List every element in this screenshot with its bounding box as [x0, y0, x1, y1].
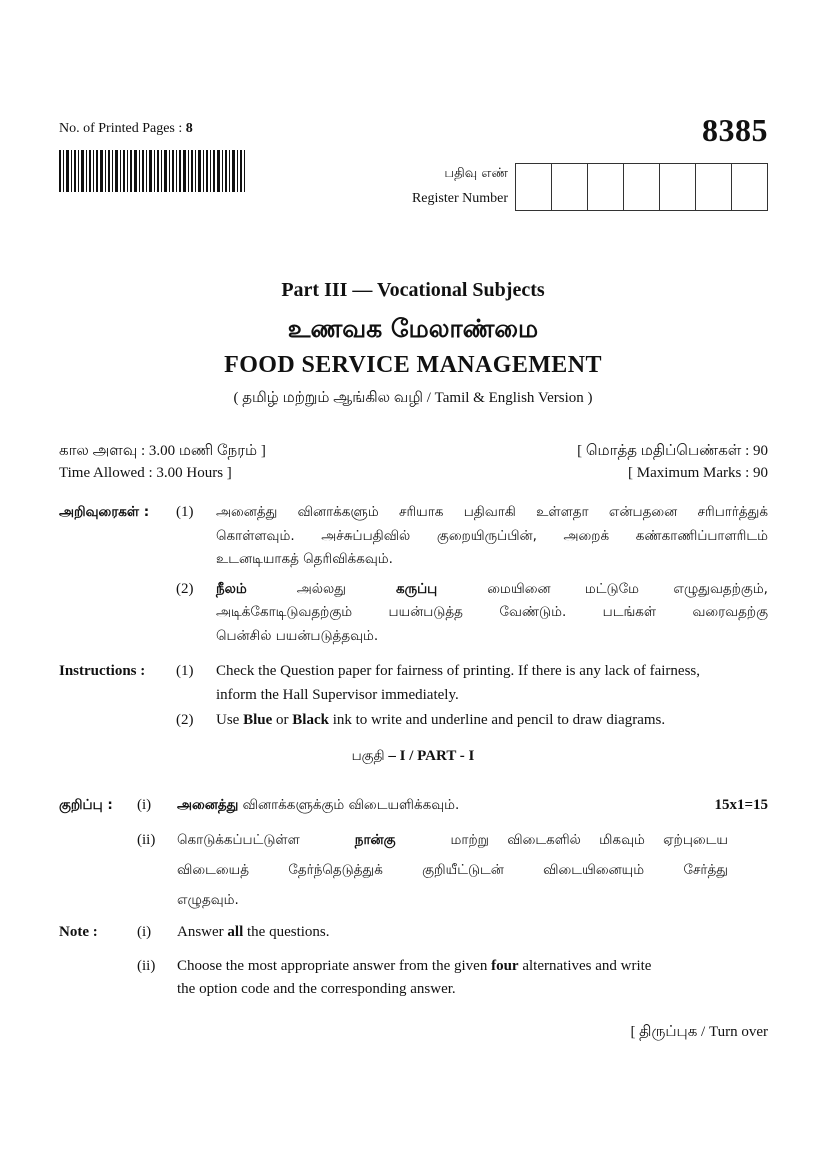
register-box[interactable] [588, 164, 624, 210]
four-word: four [491, 958, 519, 974]
note-line [177, 825, 728, 855]
instruction-word: மையினை மட்டுமே எழுதுவதற்கும், [487, 580, 768, 597]
note-word: the questions. [247, 924, 330, 940]
note-line: விடையைத் தேர்ந்தெடுத்துக் குறியீட்டுடன் விடையினையும் சேர்த்து [177, 862, 728, 878]
instruction-line: அடிக்கோடிடுவதற்கும் பயன்படுத்த வேண்டும். படங்கள் வரைவதற்கு [216, 604, 768, 620]
instructions-ta-label: அறிவுரைகள் : [59, 504, 150, 520]
version-line: ( தமிழ் மற்றும் ஆங்கில வழி / Tamil & English Version ) [233, 390, 593, 406]
note-line: எழுதவும். [177, 892, 239, 908]
instruction-line: inform the Hall Supervisor immediately. [216, 686, 459, 703]
subject-title-ta: உணவக மேலாண்மை [287, 314, 539, 343]
part-heading [0, 748, 826, 766]
printed-pages [59, 121, 193, 137]
paper-code: 8385 [702, 112, 768, 148]
register-box[interactable] [696, 164, 732, 210]
black-word: Black [292, 712, 329, 728]
marks-en: [ Maximum Marks : 90 [628, 465, 768, 481]
register-box[interactable] [516, 164, 552, 210]
register-labels [412, 161, 508, 211]
part-heading-en: – I / PART - I [388, 748, 475, 764]
instructions-en [59, 660, 768, 733]
subject-title-en: FOOD SERVICE MANAGEMENT [224, 352, 602, 378]
instruction-line: பென்சில் பயன்படுத்தவும். [216, 627, 379, 644]
note-line [177, 797, 768, 815]
register-box[interactable] [660, 164, 696, 210]
black-word: கருப்பு [395, 580, 438, 597]
note-word: மாற்று விடைகளில் மிகவும் ஏற்புடைய [450, 832, 728, 848]
register-box[interactable] [732, 164, 767, 210]
register-label-ta: பதிவு எண் [444, 166, 508, 181]
register-number-boxes[interactable] [515, 163, 768, 211]
note-ta [59, 797, 768, 915]
note-word: Choose the most appropriate answer from the given [177, 958, 488, 974]
item-number: (1) [176, 663, 194, 679]
register-box[interactable] [552, 164, 588, 210]
turn-over: [ திருப்புக / Turn over [630, 1024, 768, 1040]
time-marks-ta [59, 442, 768, 461]
part-title: Part III — Vocational Subjects [281, 279, 545, 301]
barcode [59, 150, 245, 192]
item-number: (ii) [137, 832, 156, 848]
blue-word: Blue [243, 712, 273, 728]
note-word: alternatives and write [522, 958, 652, 974]
instruction-line: கொள்ளவும். அச்சுப்பதிவில் குறையிருப்பின், அறைக் கண்காணிப்பாளரிடம் [216, 527, 768, 544]
register-box[interactable] [624, 164, 660, 210]
part-heading-ta: பகுதி [351, 748, 385, 764]
instructions-en-label: Instructions : [59, 663, 146, 679]
note-en-label: Note : [59, 924, 98, 940]
note-en [59, 924, 768, 1001]
note-ta-label: குறிப்பு : [59, 797, 113, 813]
note-line [177, 955, 768, 978]
time-ta: கால அளவு : 3.00 மணி நேரம் ] [59, 443, 266, 459]
note-word: கொடுக்கப்பட்டுள்ள [177, 832, 300, 848]
note-line: the option code and the corresponding answer. [177, 981, 456, 997]
note-line [177, 924, 768, 941]
instruction-line: Check the Question paper for fairness of printing. If there is any lack of fairness, [216, 663, 701, 679]
time-marks-en [59, 465, 768, 482]
time-en: Time Allowed : 3.00 Hours ] [59, 465, 232, 481]
printed-pages-label: No. of Printed Pages : [59, 121, 183, 136]
instructions-ta [59, 501, 768, 648]
all-word: all [227, 924, 244, 940]
instruction-line [216, 709, 768, 733]
item-number: (2) [176, 580, 194, 597]
note-word: Answer [177, 924, 224, 940]
blue-word: நீலம் [216, 580, 247, 597]
instruction-word: ink to write and underline and pencil to draw diagrams. [332, 712, 666, 728]
marks-allocation: 15x1=15 [714, 797, 768, 813]
instruction-line: அனைத்து வினாக்களும் சரியாக பதிவாகி உள்ளதா என்பதனை சரிபார்த்துக் [216, 504, 768, 520]
note-word: வினாக்களுக்கும் விடையளிக்கவும். [242, 797, 460, 813]
instruction-word: or [276, 712, 289, 728]
item-number: (1) [176, 504, 194, 520]
marks-ta: [ மொத்த மதிப்பெண்கள் : 90 [577, 443, 768, 459]
instruction-word: Use [216, 712, 240, 728]
item-number: (i) [137, 924, 152, 940]
instruction-line [216, 578, 768, 602]
instruction-word: அல்லது [296, 580, 346, 597]
four-word: நான்கு [354, 832, 396, 848]
item-number: (i) [137, 797, 152, 813]
printed-pages-value: 8 [185, 121, 193, 136]
item-number: (ii) [137, 958, 156, 974]
item-number: (2) [176, 712, 194, 728]
all-word: அனைத்து [177, 797, 239, 813]
instruction-line: உடனடியாகத் தெரிவிக்கவும். [216, 551, 393, 567]
register-label-en: Register Number [411, 191, 508, 206]
